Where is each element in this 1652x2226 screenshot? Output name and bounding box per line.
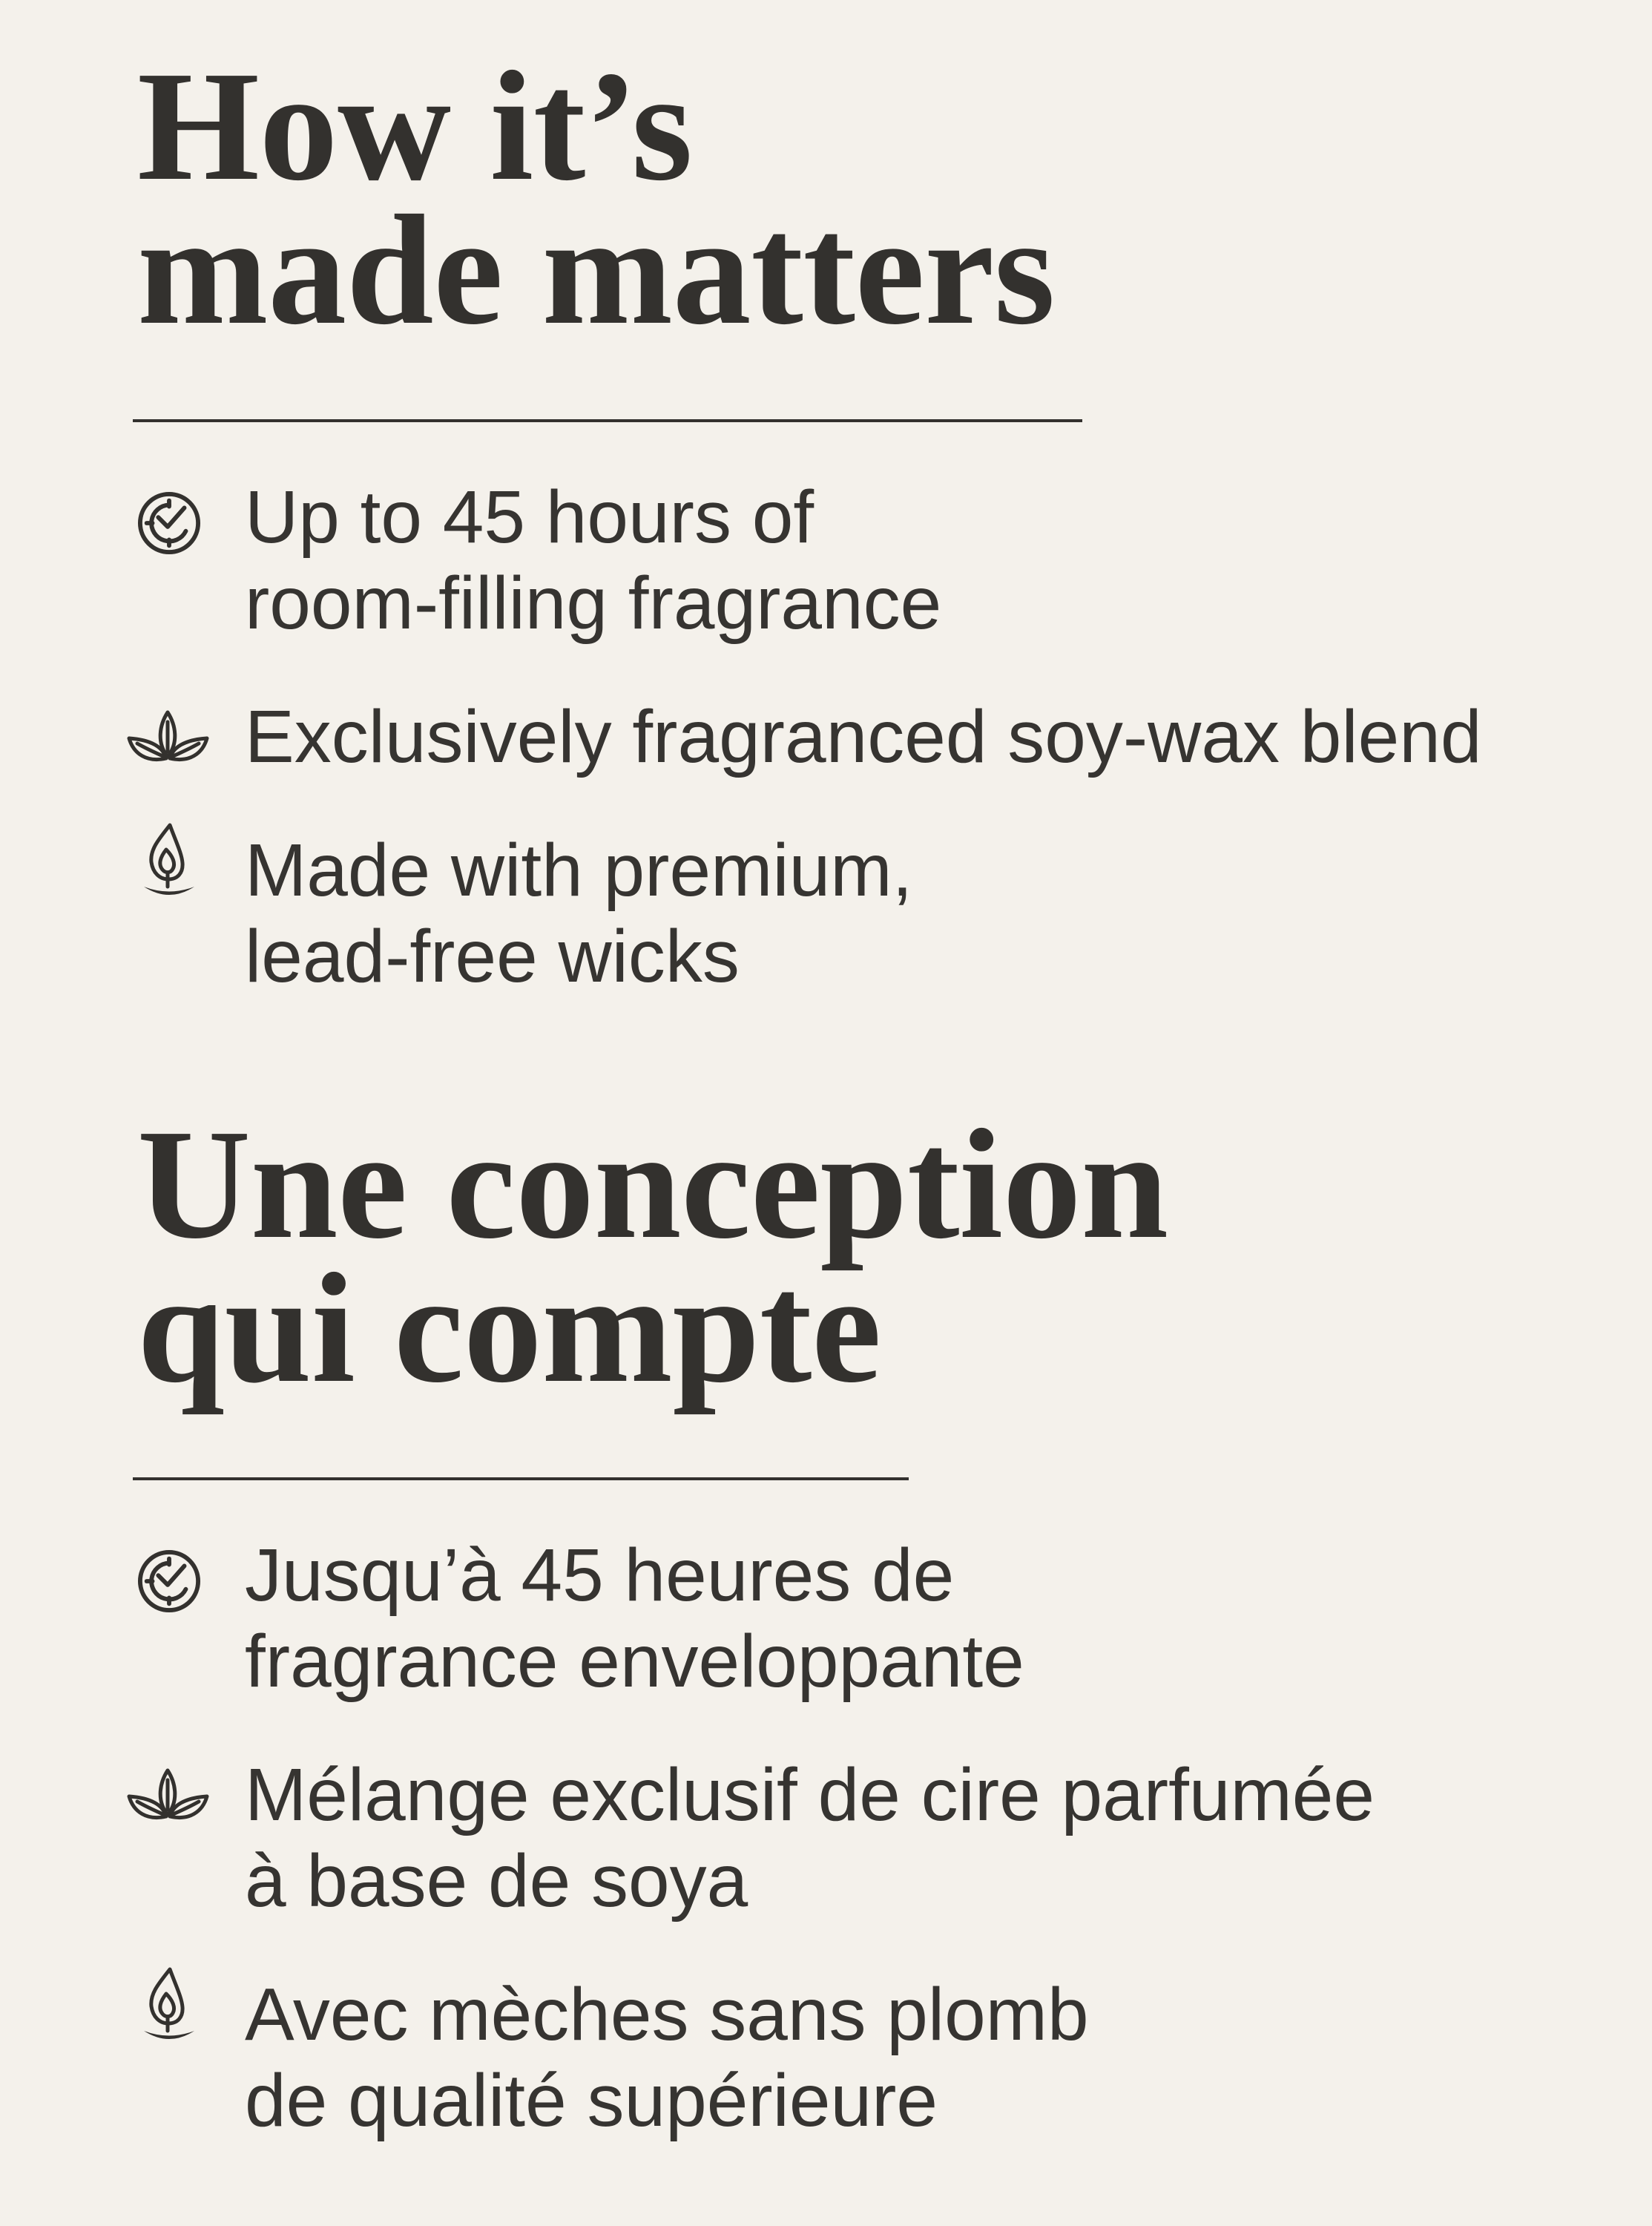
heading-line: How it’s <box>137 39 693 213</box>
feature-line: Made with premium, <box>245 829 913 912</box>
section-french <box>137 1097 1556 2144</box>
feature-text <box>245 694 1481 780</box>
clock-icon <box>137 474 245 555</box>
feature-line: room-filling fragrance <box>245 562 942 645</box>
feature-list-english <box>137 474 1556 999</box>
feature-line: Up to 45 hours of <box>245 476 815 559</box>
heading-line: qui compte <box>137 1241 881 1415</box>
feature-item <box>137 827 1556 999</box>
feature-line: Avec mèches sans plomb <box>245 1973 1089 2056</box>
feature-item <box>137 1532 1556 1704</box>
feature-text <box>245 474 941 646</box>
feature-text <box>245 1971 1089 2144</box>
feature-line: Mélange exclusif de cire parfumée <box>245 1753 1375 1836</box>
heading-french <box>137 1097 1556 1415</box>
heading-line: Une conception <box>137 1097 1168 1271</box>
feature-text <box>245 827 912 999</box>
feature-line: à base de soya <box>245 1839 748 1923</box>
feature-line: Jusqu’à 45 heures de <box>245 1534 955 1617</box>
heading-english <box>137 39 1556 357</box>
feature-list-french <box>137 1532 1556 2144</box>
feature-line: Exclusively fragranced soy-wax blend <box>245 695 1482 778</box>
feature-line: lead-free wicks <box>245 915 740 998</box>
feature-item <box>137 694 1556 780</box>
flame-icon <box>137 1971 245 2044</box>
feature-item <box>137 474 1556 646</box>
heading-line: made matters <box>137 183 1055 357</box>
flame-icon <box>137 827 245 900</box>
feature-item <box>137 1752 1556 1924</box>
feature-text <box>245 1532 1024 1704</box>
leaf-icon <box>137 694 245 769</box>
feature-line: fragrance enveloppante <box>245 1620 1024 1703</box>
section-english <box>137 39 1556 999</box>
divider-rule <box>133 419 1082 422</box>
leaf-icon <box>137 1752 245 1828</box>
divider-rule <box>133 1477 909 1480</box>
feature-item <box>137 1971 1556 2144</box>
feature-text <box>245 1752 1375 1924</box>
feature-line: de qualité supérieure <box>245 2059 938 2142</box>
clock-icon <box>137 1532 245 1613</box>
